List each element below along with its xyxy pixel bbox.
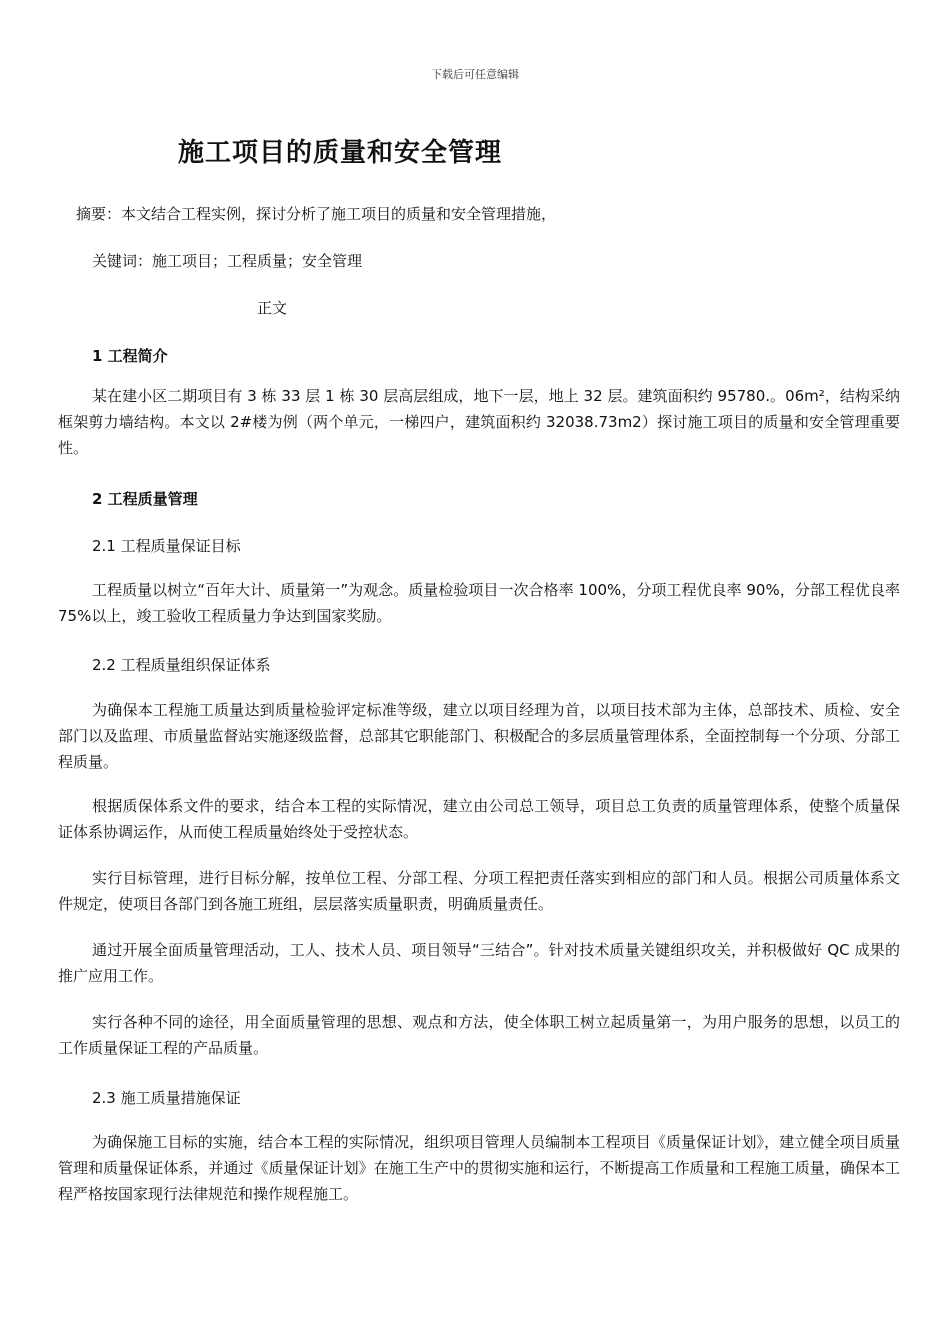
paragraph: 为确保施工目标的实施，结合本工程的实际情况，组织项目管理人员编制本工程项目《质量保证计划》，建立健全项目质量管理和质量保证体系，并通过《质量保证计划》在施工生产中的贯彻实施和运行，不断提高工作质量和工程施工质量，确保本工程严格按国家现行法律规范和操作规程施工。 bbox=[58, 1133, 900, 1203]
paragraph: 根据质保体系文件的要求，结合本工程的实际情况，建立由公司总工领导，项目总工负责的质量管理体系，使整个质量保证体系协调运作，从而使工程质量始终处于受控状态。 bbox=[58, 797, 900, 841]
paragraph: 实行各种不同的途径，用全面质量管理的思想、观点和方法，使全体职工树立起质量第一，为用户服务的思想，以员工的工作质量保证工程的产品质量。 bbox=[58, 1013, 900, 1057]
subsection-heading: 2.3 施工质量措施保证 bbox=[92, 1089, 241, 1107]
paragraph: 为确保本工程施工质量达到质量检验评定标准等级，建立以项目经理为首，以项目技术部为主体，总部技术、质检、安全部门以及监理、市质量监督站实施逐级监督，总部其它职能部门、积极配合的多层质量管理体系，全面控制每一个分项、分部工程质量。 bbox=[58, 701, 900, 771]
paragraph: 实行目标管理，进行目标分解，按单位工程、分部工程、分项工程把责任落实到相应的部门和人员。根据公司质量体系文件规定，使项目各部门到各施工班组，层层落实质量职责，明确质量责任。 bbox=[58, 869, 900, 913]
page-title: 施工项目的质量和安全管理 bbox=[178, 138, 503, 168]
paragraph: 某在建小区二期项目有 3 栋 33 层 1 栋 30 层高层组成，地下一层，地上 32 层。建筑面积约 95780.。06m²，结构采纳框架剪力墙结构。本文以 2#楼为例（两个单元，一梯四户，建筑面积约 32038.73m2）探讨施工项目的质量和安全管理重要性。 bbox=[58, 387, 900, 457]
section-heading: 1 工程简介 bbox=[92, 347, 168, 365]
abstract: 摘要：本文结合工程实例，探讨分析了施工项目的质量和安全管理措施， bbox=[76, 205, 557, 223]
subsection-heading: 2.1 工程质量保证目标 bbox=[92, 537, 241, 555]
paragraph: 通过开展全面质量管理活动，工人、技术人员、项目领导“三结合”。针对技术质量关键组织攻关，并积极做好 QC 成果的推广应用工作。 bbox=[58, 941, 900, 985]
section-heading: 2 工程质量管理 bbox=[92, 490, 198, 508]
keywords: 关键词：施工项目；工程质量；安全管理 bbox=[92, 252, 363, 270]
header-note: 下载后可任意编辑 bbox=[431, 68, 519, 81]
paragraph: 工程质量以树立“百年大计、质量第一”为观念。质量检验项目一次合格率 100%，分项工程优良率 90%，分部工程优良率 75%以上，竣工验收工程质量力争达到国家奖励。 bbox=[58, 581, 900, 625]
main-text-label: 正文 bbox=[257, 299, 288, 317]
subsection-heading: 2.2 工程质量组织保证体系 bbox=[92, 656, 271, 674]
